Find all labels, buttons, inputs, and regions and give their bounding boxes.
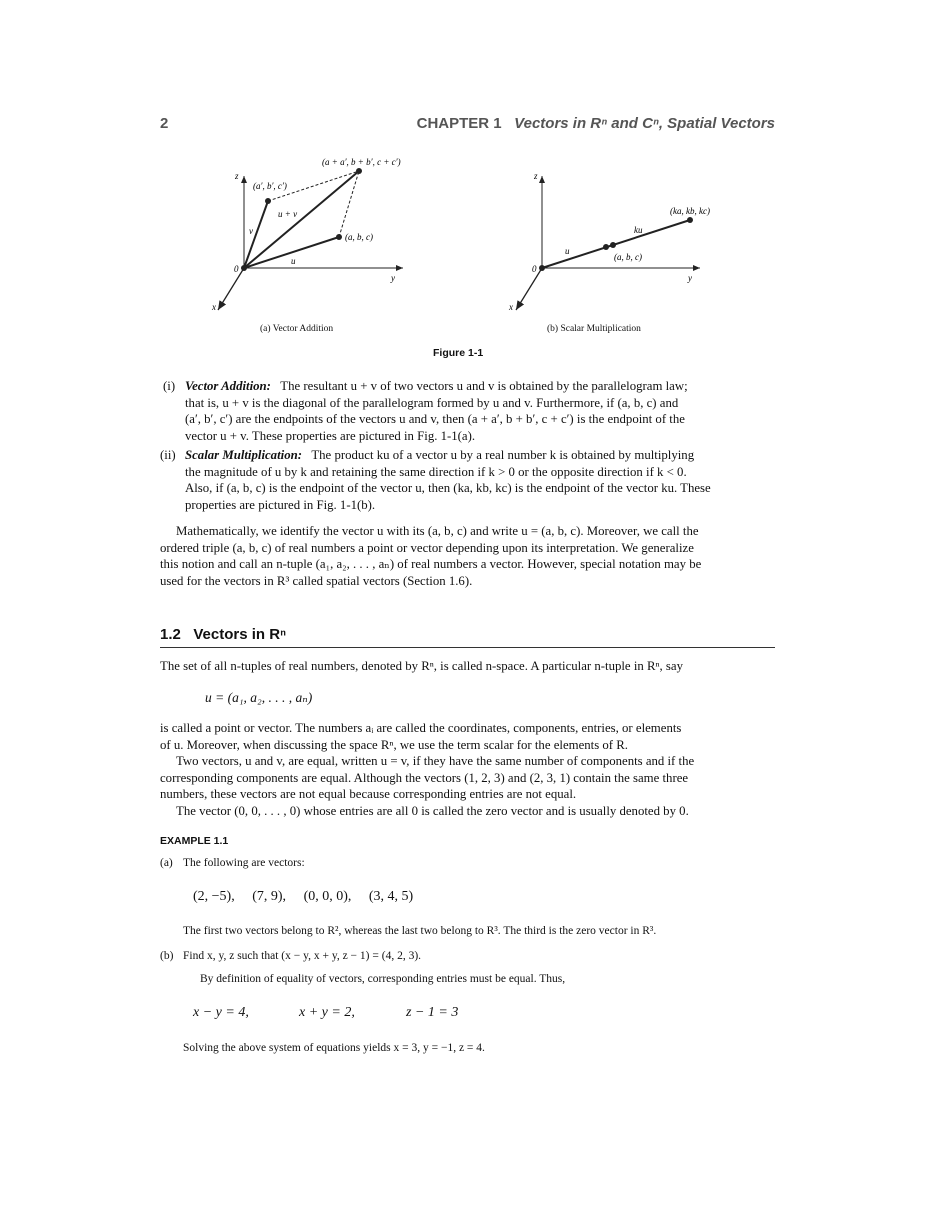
example-b-text: Find x, y, z such that (x − y, x + y, z − 1) = (4, 2, 3). bbox=[183, 950, 422, 962]
vector-item: (2, −5), bbox=[193, 889, 235, 904]
v-endpoint bbox=[265, 198, 271, 204]
item-title: Vector Addition: bbox=[185, 379, 271, 393]
sum-point-label: (a + a′, b + b′, c + c′) bbox=[322, 157, 401, 167]
paragraph-point-or-vector bbox=[160, 720, 775, 753]
y-axis-label: y bbox=[391, 273, 395, 283]
item-marker: (i) bbox=[163, 379, 176, 393]
u-vector-label: u bbox=[565, 246, 570, 256]
u-point-label: (a, b, c) bbox=[614, 252, 642, 262]
ku-vector-label: ku bbox=[634, 225, 643, 235]
ku-endpoint bbox=[687, 217, 693, 223]
text-line: properties are pictured in Fig. 1-1(b). bbox=[185, 497, 376, 512]
example-b-equation: x + y = 2, bbox=[299, 1005, 355, 1020]
x-axis-label: x bbox=[509, 302, 513, 312]
y-axis-label: y bbox=[688, 273, 692, 283]
example-heading: EXAMPLE 1.1 bbox=[160, 835, 229, 847]
example-a-marker: (a) bbox=[160, 857, 173, 869]
text-line: ordered triple (a, b, c) of real numbers a point or vector depending upon its interpretation. We generalize bbox=[160, 540, 694, 555]
origin-label: 0 bbox=[234, 264, 239, 274]
x-axis-label: x bbox=[212, 302, 216, 312]
u-endpoint-dot bbox=[610, 242, 616, 248]
chapter-title: Vectors in Rⁿ and Cⁿ, Spatial Vectors bbox=[514, 115, 775, 132]
origin-point bbox=[241, 265, 247, 271]
text-line: that is, u + v is the diagonal of the parallelogram formed by u and v. Furthermore, if (a, b, c) and bbox=[185, 395, 679, 410]
text-line: Two vectors, u and v, are equal, written u = v, if they have the same number of components and if the bbox=[176, 754, 695, 768]
example-a-vectors bbox=[193, 889, 413, 905]
example-a-note: The first two vectors belong to R², whereas the last two belong to R³. The third is the zero vector in R³. bbox=[183, 925, 657, 937]
text-line: this notion and call an n-tuple (a₁, a₂, . . . , aₙ) of real numbers a vector. However, special notation may be bbox=[160, 557, 702, 572]
text-line: the magnitude of u by k and retaining the same direction if k > 0 or the opposite direction if k < 0. bbox=[185, 464, 687, 479]
paragraph-n-space: The set of all n-tuples of real numbers, denoted by Rⁿ, is called n-space. A particular n-tuple in Rⁿ, say bbox=[160, 659, 683, 673]
vector-item: (3, 4, 5) bbox=[368, 889, 414, 904]
text-line: Mathematically, we identify the vector u with its (a, b, c) and write u = (a, b, c). Moreover, we call the bbox=[176, 524, 699, 538]
figure-vector-addition bbox=[205, 150, 435, 320]
page-number: 2 bbox=[160, 115, 169, 132]
example-a-text: The following are vectors: bbox=[183, 857, 305, 869]
paragraph-equal-vectors bbox=[160, 753, 775, 803]
text-line: vector u + v. These properties are pictured in Fig. 1-1(a). bbox=[185, 428, 476, 443]
sum-vector-label: u + v bbox=[278, 209, 298, 219]
section-rule bbox=[160, 647, 775, 648]
text-line: Scalar Multiplication: The product ku of a vector u by a real number k is obtained by multiplying bbox=[185, 448, 695, 462]
item-marker: (ii) bbox=[160, 448, 176, 462]
item-vector-addition bbox=[185, 378, 775, 444]
text-line: of u. Moreover, when discussing the space Rⁿ, we use the term scalar for the elements of R. bbox=[160, 737, 628, 752]
figure-title: Figure 1-1 bbox=[433, 347, 484, 359]
vector-item: (0, 0, 0), bbox=[303, 889, 352, 904]
chapter-label: CHAPTER 1 bbox=[416, 115, 502, 132]
item-title: Scalar Multiplication: bbox=[185, 448, 302, 462]
z-axis-label: z bbox=[235, 171, 239, 181]
sum-endpoint bbox=[356, 168, 362, 174]
origin-point bbox=[539, 265, 545, 271]
text-line: corresponding components are equal. Although the vectors (1, 2, 3) and (2, 3, 1) contain the same three bbox=[160, 770, 689, 785]
figure-b-caption: (b) Scalar Multiplication bbox=[547, 324, 641, 334]
equation-u-tuple: u = (a₁, a₂, . . . , aₙ) bbox=[205, 690, 313, 705]
text-line: Also, if (a, b, c) is the endpoint of the vector u, then (ka, kb, kc) is the endpoint of the vector ku. These bbox=[185, 481, 711, 496]
x-axis bbox=[516, 268, 542, 310]
text-line: numbers, these vectors are not equal because corresponding entries are not equal. bbox=[160, 787, 577, 802]
figure-scalar-multiplication bbox=[505, 150, 735, 320]
example-b-solution: Solving the above system of equations yields x = 3, y = −1, z = 4. bbox=[183, 1042, 485, 1054]
z-axis-label: z bbox=[534, 171, 538, 181]
figure-a-caption: (a) Vector Addition bbox=[260, 324, 334, 334]
paragraph-mathematically bbox=[160, 523, 775, 589]
ku-point-label: (ka, kb, kc) bbox=[670, 206, 710, 216]
text-line: is called a point or vector. The numbers aᵢ are called the coordinates, components, entries, or elements bbox=[160, 721, 682, 735]
v-point-label: (a′, b′, c′) bbox=[253, 181, 287, 191]
section-number: 1.2 bbox=[160, 626, 181, 643]
section-heading bbox=[160, 626, 286, 643]
parallelogram-edge bbox=[339, 171, 359, 237]
example-b-line2: By definition of equality of vectors, corresponding entries must be equal. Thus, bbox=[200, 973, 566, 985]
text-line: used for the vectors in R³ called spatial vectors (Section 1.6). bbox=[160, 573, 473, 588]
section-title: Vectors in Rⁿ bbox=[193, 626, 287, 643]
example-b-equation: x − y = 4, bbox=[193, 1005, 249, 1020]
item-scalar-multiplication bbox=[185, 447, 775, 513]
origin-label: 0 bbox=[532, 264, 537, 274]
text-line: Vector Addition: The resultant u + v of two vectors u and v is obtained by the parallelogram law; bbox=[185, 379, 688, 393]
text-line: (a′, b′, c′) are the endpoints of the vectors u and v, then (a + a′, b + b′, c + c′) is the endpoint of the bbox=[185, 412, 685, 427]
example-b-marker: (b) bbox=[160, 950, 174, 962]
paragraph-zero-vector: The vector (0, 0, . . . , 0) whose entries are all 0 is called the zero vector and is usually denoted by 0. bbox=[176, 804, 689, 818]
u-endpoint bbox=[336, 234, 342, 240]
v-vector-label: v bbox=[249, 226, 253, 236]
chapter-header bbox=[417, 115, 775, 132]
u-vector-label: u bbox=[291, 256, 296, 266]
x-axis bbox=[218, 268, 244, 310]
u-point-label: (a, b, c) bbox=[345, 232, 373, 242]
u-endpoint bbox=[603, 244, 609, 250]
example-b-equation: z − 1 = 3 bbox=[406, 1005, 459, 1020]
vector-item: (7, 9), bbox=[252, 889, 287, 904]
